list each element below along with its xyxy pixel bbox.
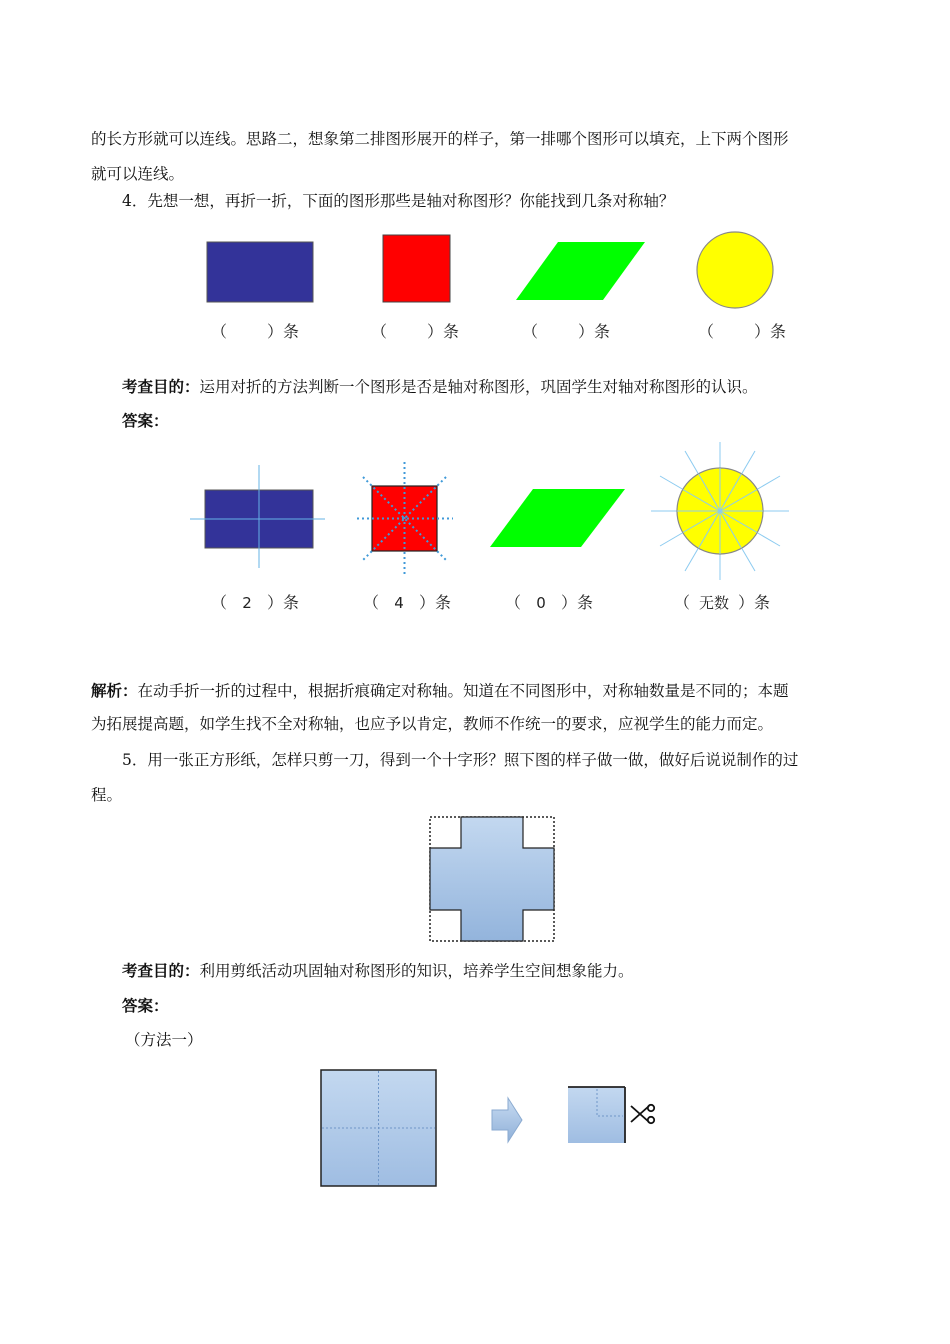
circle-with-axes	[651, 442, 789, 580]
blank-circle: （ ）条	[698, 322, 787, 341]
square-paper	[321, 1070, 436, 1186]
answer-circle: （ 无数 ）条	[674, 593, 771, 612]
square-shape	[383, 235, 450, 302]
q4-shapes	[195, 228, 795, 310]
answer-shapes	[185, 440, 795, 580]
folded-paper	[568, 1087, 625, 1143]
blank-rectangle: （ ）条	[211, 322, 300, 341]
blank-square: （ ）条	[371, 322, 460, 341]
parallelogram-shape	[516, 242, 645, 300]
rectangle-with-axes	[190, 465, 325, 568]
answer-parallelogram: （ 0 ）条	[505, 593, 594, 612]
answer-rectangle: （ 2 ）条	[211, 593, 300, 612]
question-5-cont: 程。	[91, 786, 123, 804]
cross-shape	[430, 817, 554, 941]
answer-square: （ 4 ）条	[363, 593, 452, 612]
method-1-figure	[315, 1065, 665, 1190]
answer-label-2: 答案：	[122, 996, 169, 1015]
purpose-2: 考查目的：利用剪纸活动巩固轴对称图形的知识，培养学生空间想象能力。	[122, 961, 634, 980]
text-line: 就可以连线。	[91, 165, 185, 183]
square-with-axes	[357, 462, 453, 574]
text-line: 的长方形就可以连线。思路二，想象第二排图形展开的样子，第一排哪个图形可以填充，上下两个图形	[91, 130, 789, 148]
scissors-icon	[631, 1105, 654, 1123]
rectangle-shape	[207, 242, 313, 302]
question-4: 4．先想一想，再折一折，下面的图形那些是轴对称图形？你能找到几条对称轴？	[122, 192, 675, 210]
analysis-1: 解析：在动手折一折的过程中，根据折痕确定对称轴。知道在不同图形中，对称轴数量是不同的；本题	[91, 681, 789, 700]
cross-figure	[425, 812, 560, 944]
parallelogram-no-axes	[490, 489, 625, 547]
method-1-label: （方法一）	[125, 1031, 203, 1049]
arrow-icon	[492, 1098, 522, 1142]
analysis-2: 为拓展提高题，如学生找不全对称轴，也应予以肯定，教师不作统一的要求，应视学生的能力而定。	[91, 715, 774, 733]
purpose-1: 考查目的：运用对折的方法判断一个图形是否是轴对称图形，巩固学生对轴对称图形的认识。	[122, 377, 758, 396]
answer-label-1: 答案：	[122, 411, 169, 430]
blank-parallelogram: （ ）条	[522, 322, 611, 341]
question-5: 5．用一张正方形纸，怎样只剪一刀，得到一个十字形？照下图的样子做一做，做好后说说制作的过	[122, 751, 799, 769]
circle-shape	[697, 232, 773, 308]
